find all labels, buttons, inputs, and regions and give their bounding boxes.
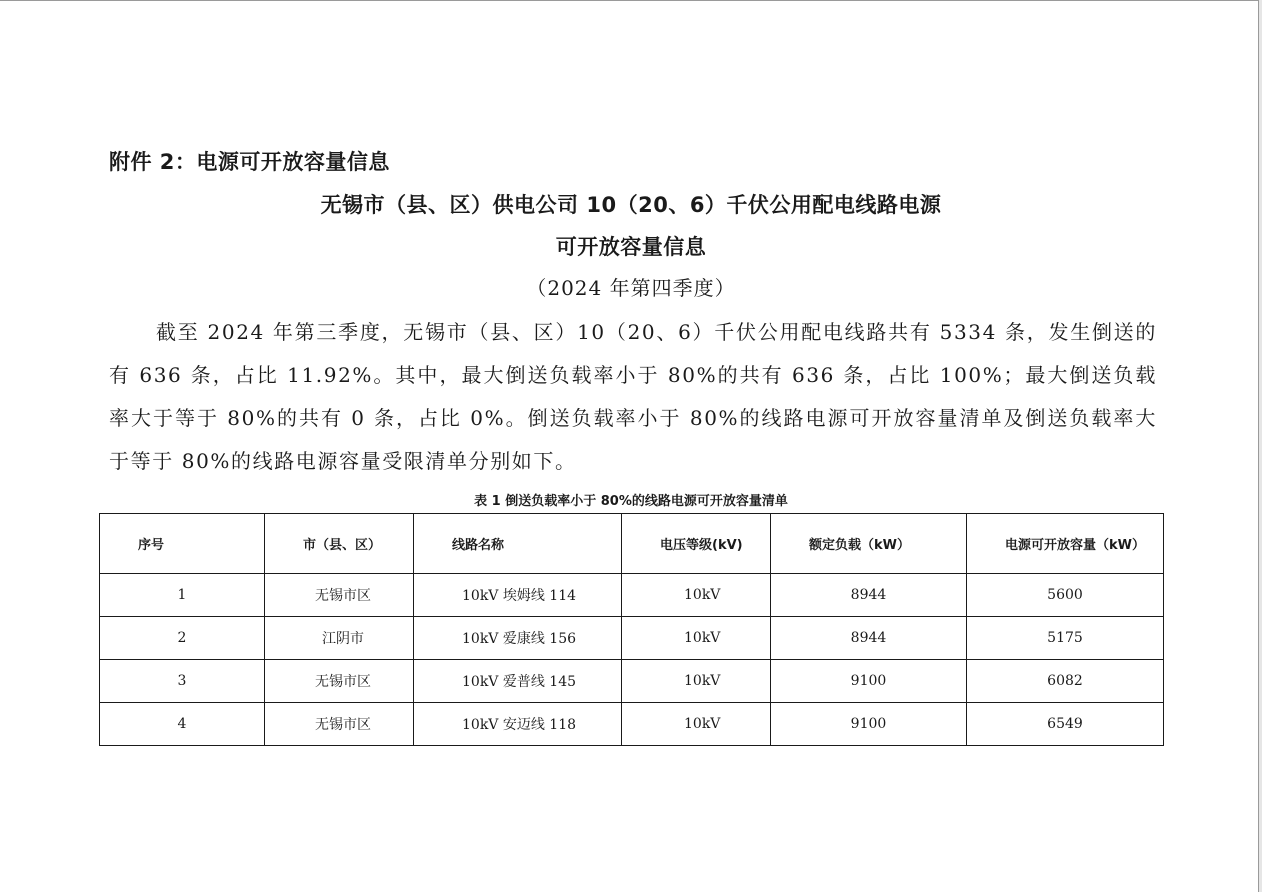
table-header-row [100, 514, 1164, 574]
cell-voltage: 10kV [622, 617, 771, 660]
cell-rated-load: 9100 [771, 703, 967, 746]
cell-voltage: 10kV [622, 660, 771, 703]
cell-open-capacity: 5600 [967, 574, 1164, 617]
cell-voltage: 10kV [622, 574, 771, 617]
cell-rated-load: 8944 [771, 574, 967, 617]
attachment-label: 附件 2：电源可开放容量信息 [109, 150, 390, 174]
header-open-capacity: 电源可开放容量（kW） [967, 514, 1164, 574]
cell-rated-load: 9100 [771, 660, 967, 703]
table-row [100, 660, 1164, 703]
table-caption: 表 1 倒送负载率小于 80%的线路电源可开放容量清单 [474, 494, 788, 509]
cell-line-name: 10kV 爱普线 145 [414, 660, 622, 703]
cell-city: 无锡市区 [265, 660, 414, 703]
cell-index: 2 [100, 617, 265, 660]
cell-index: 4 [100, 703, 265, 746]
header-city: 市（县、区） [265, 514, 414, 574]
cell-index: 1 [100, 574, 265, 617]
cell-index: 3 [100, 660, 265, 703]
cell-city: 无锡市区 [265, 574, 414, 617]
document-title-line-1: 无锡市（县、区）供电公司 10（20、6）千伏公用配电线路电源 [320, 193, 942, 217]
cell-line-name: 10kV 埃姆线 114 [414, 574, 622, 617]
cell-city: 无锡市区 [265, 703, 414, 746]
cell-voltage: 10kV [622, 703, 771, 746]
cell-rated-load: 8944 [771, 617, 967, 660]
cell-city: 江阴市 [265, 617, 414, 660]
table-row [100, 617, 1164, 660]
summary-paragraph: 截至 2024 年第三季度，无锡市（县、区）10（20、6）千伏公用配电线路共有 5334 条，发生倒送的有 636 条，占比 11.92%。其中，最大倒送负载率小于 80%的共有 636 条，占比 100%；最大倒送负载率大于等于 80%的共有 0 条，占比 0%。倒送负载率小于 80%的线路电源可开放容量清单及倒送负载率大于等于 80%的线路电源容量受限清单分别如下。 [109, 320, 1157, 473]
header-line-name: 线路名称 [414, 514, 622, 574]
cell-line-name: 10kV 安迈线 118 [414, 703, 622, 746]
table-row [100, 574, 1164, 617]
document-quarter: （2024 年第四季度） [526, 276, 736, 300]
document-title-line-2: 可开放容量信息 [555, 235, 707, 259]
cell-open-capacity: 5175 [967, 617, 1164, 660]
header-voltage: 电压等级(kV) [622, 514, 771, 574]
capacity-table [99, 513, 1164, 746]
header-index: 序号 [100, 514, 265, 574]
cell-line-name: 10kV 爱康线 156 [414, 617, 622, 660]
header-rated-load: 额定负载（kW） [771, 514, 967, 574]
cell-open-capacity: 6082 [967, 660, 1164, 703]
table-row [100, 703, 1164, 746]
cell-open-capacity: 6549 [967, 703, 1164, 746]
